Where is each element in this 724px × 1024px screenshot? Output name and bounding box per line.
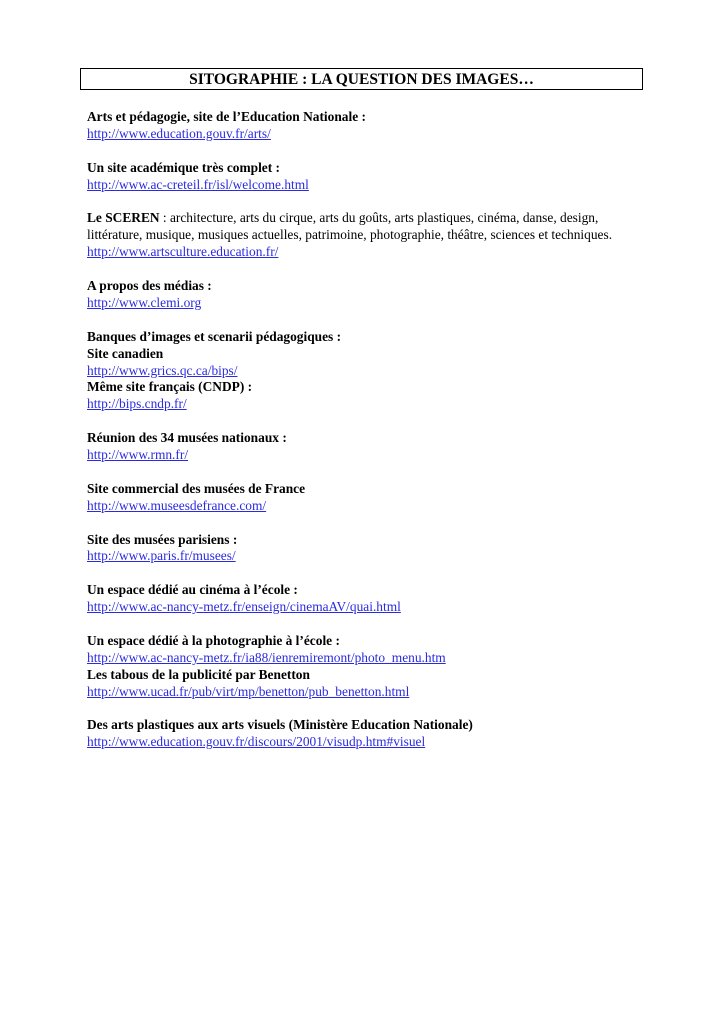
- link-clemi[interactable]: http://www.clemi.org: [87, 294, 202, 310]
- section-photo: [87, 633, 647, 701]
- section-sceren: [87, 210, 647, 261]
- section-heading: Un espace dédié à la photographie à l’école :: [87, 632, 340, 648]
- section-arts: [87, 109, 647, 143]
- subheading-benetton: Les tabous de la publicité par Benetton: [87, 666, 310, 682]
- link-paris-musees[interactable]: http://www.paris.fr/musees/: [87, 548, 236, 564]
- section-heading: Un site académique très complet :: [87, 159, 281, 175]
- section-banques: [87, 329, 647, 414]
- link-bips-cndp[interactable]: http://bips.cndp.fr/: [87, 396, 187, 412]
- section-heading: Un espace dédié au cinéma à l’école :: [87, 582, 298, 598]
- section-heading: Site commercial des musées de France: [87, 480, 306, 496]
- section-rmn: [87, 430, 647, 464]
- link-list: [87, 109, 647, 768]
- subheading-site-francais: Même site français (CNDP) :: [87, 379, 253, 395]
- section-cinema: [87, 582, 647, 616]
- link-ac-creteil[interactable]: http://www.ac-creteil.fr/isl/welcome.html: [87, 176, 309, 192]
- link-artsculture[interactable]: http://www.artsculture.education.fr/: [87, 244, 279, 260]
- link-grics[interactable]: http://www.grics.qc.ca/bips/: [87, 362, 238, 378]
- section-heading: Réunion des 34 musées nationaux :: [87, 430, 287, 446]
- link-cinema-av[interactable]: http://www.ac-nancy-metz.fr/enseign/cinemaAV/quai.html: [87, 599, 401, 615]
- section-medias: [87, 278, 647, 312]
- link-museesdefrance[interactable]: http://www.museesdefrance.com/: [87, 497, 267, 513]
- section-commercial: [87, 481, 647, 515]
- subheading-site-canadien: Site canadien: [87, 345, 164, 361]
- page-title: SITOGRAPHIE : LA QUESTION DES IMAGES…: [80, 68, 643, 90]
- link-visudp[interactable]: http://www.education.gouv.fr/discours/2001/visudp.htm#visuel: [87, 734, 426, 750]
- section-heading: Le SCEREN: [87, 210, 160, 226]
- section-academique: [87, 160, 647, 194]
- section-heading: Site des musées parisiens :: [87, 531, 238, 547]
- sceren-description: : architecture, arts du cirque, arts du goûts, arts plastiques, cinéma, danse, design, littérature, musique, musiques actuelles, patrimoine, photographie, théâtre, sciences et techniques.: [87, 210, 613, 243]
- sceren-paragraph: [87, 210, 647, 244]
- section-heading: Arts et pédagogie, site de l’Education Nationale :: [87, 109, 366, 124]
- section-parisiens: [87, 532, 647, 566]
- link-benetton[interactable]: http://www.ucad.fr/pub/virt/mp/benetton/pub_benetton.html: [87, 683, 410, 699]
- section-visuels: [87, 717, 647, 751]
- section-heading: Banques d’images et scenarii pédagogiques :: [87, 328, 342, 344]
- link-education-arts[interactable]: http://www.education.gouv.fr/arts/: [87, 125, 271, 141]
- section-heading: Des arts plastiques aux arts visuels (Ministère Education Nationale): [87, 717, 473, 733]
- link-rmn[interactable]: http://www.rmn.fr/: [87, 447, 189, 463]
- link-photo-menu[interactable]: http://www.ac-nancy-metz.fr/ia88/ienremiremont/photo_menu.htm: [87, 649, 446, 665]
- section-heading: A propos des médias :: [87, 278, 212, 294]
